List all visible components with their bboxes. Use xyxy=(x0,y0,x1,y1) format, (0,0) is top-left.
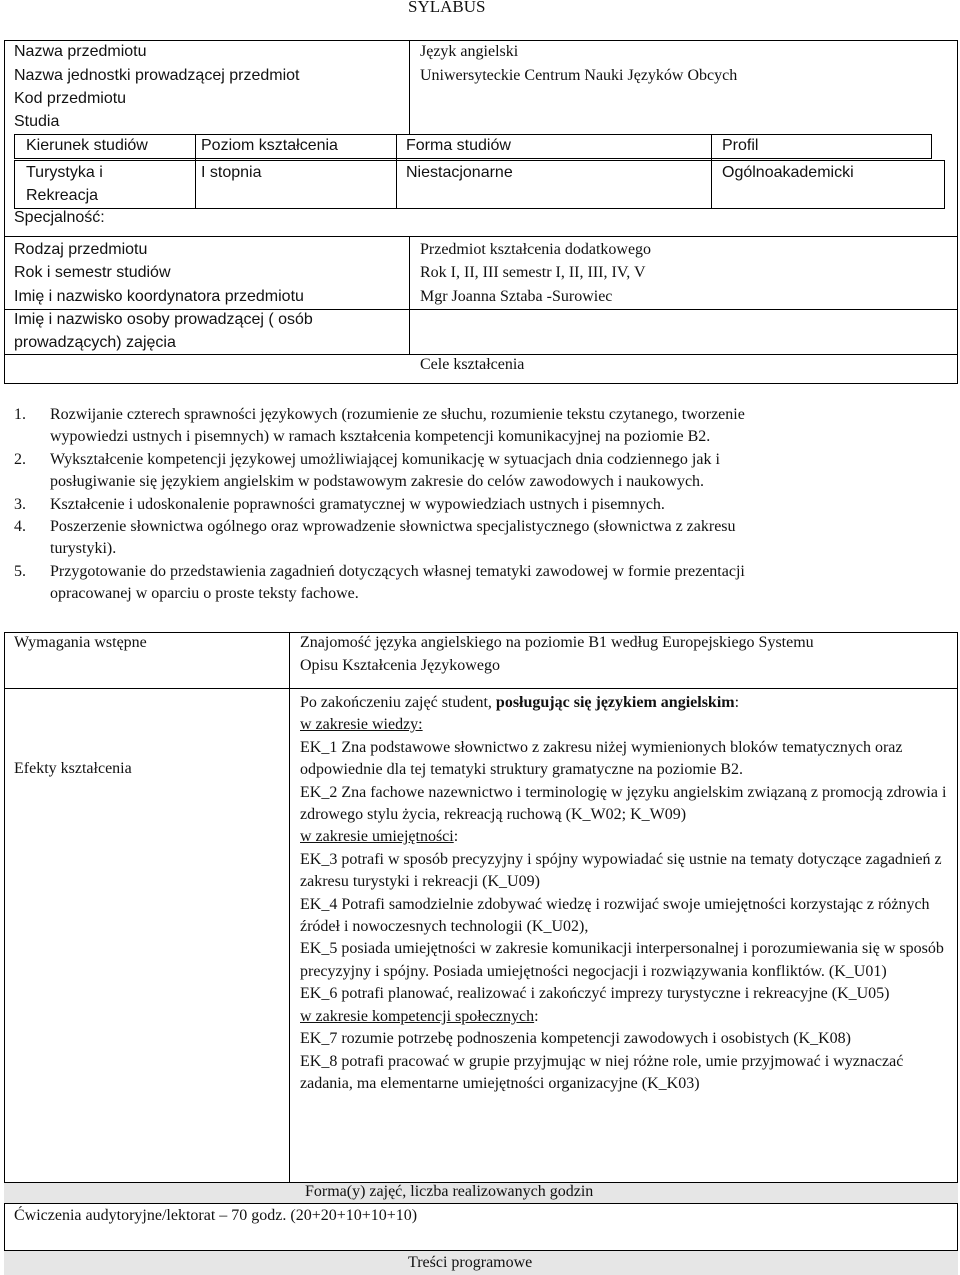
studia-label: Studia xyxy=(14,113,60,130)
rok-semestr-label: Rok i semestr studiów xyxy=(14,264,171,281)
cele-item xyxy=(14,404,914,449)
umiejetnosci-heading xyxy=(300,826,950,848)
ek6: EK_6 potrafi planować, realizować i zakończyć imprezy turystyczne i rekreacyjne (K_U05) xyxy=(300,985,890,1003)
studia-header-poziom: Poziom kształcenia xyxy=(201,137,338,154)
rok-semestr-value: Rok I, II, III semestr I, II, III, IV, V xyxy=(420,264,646,281)
wymagania-value-line1: Znajomość języka angielskiego na poziomie B1 według Europejskiego Systemu xyxy=(300,634,814,651)
kod-przedmiotu-label: Kod przedmiotu xyxy=(14,90,127,107)
cele-item xyxy=(14,516,914,561)
poziom-value: I stopnia xyxy=(201,164,262,181)
ek8: EK_8 potrafi pracować w grupie przyjmując w niej różne role, umie przyjmować i wyznaczać zadania, ma elementarne umiejętności organizacyjne (K_K03) xyxy=(300,1052,904,1092)
forma-zajec-heading: Forma(y) zajęć, liczba realizowanych godzin xyxy=(305,1183,594,1200)
nazwa-przedmiotu-label: Nazwa przedmiotu xyxy=(14,43,147,60)
cele-item-number: 5. xyxy=(14,562,26,580)
kierunek-value-line1: Turystyka i xyxy=(26,164,103,181)
cele-item-line: Poszerzenie słownictwa ogólnego oraz wprowadzenie słownictwa specjalistycznego (słownictwa z zakresu xyxy=(50,518,736,536)
nazwa-przedmiotu-value: Język angielski xyxy=(420,43,519,60)
jednostka-value: Uniwersyteckie Centrum Nauki Języków Obcych xyxy=(420,67,738,84)
cele-heading: Cele kształcenia xyxy=(420,356,525,373)
ek5: EK_5 posiada umiejętności w zakresie komunikacji interpersonalnej i porozumiewania się w sposób precyzyjny i spójny. Posiada umiejętności negocjacji i rozwiązywania konfliktów. (K_U01) xyxy=(300,940,944,980)
profil-value: Ogólnoakademicki xyxy=(722,164,854,181)
cele-item-number: 1. xyxy=(14,406,26,423)
umiejetnosci-heading-colon: : xyxy=(453,828,459,846)
spoleczne-heading-text: w zakresie kompetencji społecznych xyxy=(300,1007,535,1025)
wiedza-heading: w zakresie wiedzy: xyxy=(300,716,423,734)
forma-value: Niestacjonarne xyxy=(406,164,513,181)
rodzaj-przedmiotu-value: Przedmiot kształcenia dodatkowego xyxy=(420,241,652,258)
cele-item xyxy=(14,494,914,516)
cele-item-line: wypowiedzi ustnych i pisemnych) w ramach kształcenia kompetencji komunikacyjnej na poziomie B2. xyxy=(50,428,711,446)
spoleczne-heading xyxy=(300,1006,950,1028)
efekty-label: Efekty kształcenia xyxy=(14,760,132,777)
cele-item-line: Przygotowanie do przedstawienia zagadnień dotyczących własnej tematyki zawodowej w formie prezentacji xyxy=(50,562,745,580)
koordynator-label: Imię i nazwisko koordynatora przedmiotu xyxy=(14,288,304,305)
ek1: EK_1 Zna podstawowe słownictwo z zakresu niżej wymienionych bloków tematycznych oraz odpowiednie dla tej tematyki struktury gramatyczne na poziomie B2. xyxy=(300,738,903,779)
tresci-heading: Treści programowe xyxy=(408,1254,533,1271)
efekty-intro-text: Po zakończeniu zajęć student, xyxy=(300,694,496,711)
cele-item-line: Kształcenie i udoskonalenie poprawności gramatycznej w wypowiedziach ustnych i pisemnych. xyxy=(50,495,665,513)
cele-item-line: opracowanej w oparciu o proste teksty fachowe. xyxy=(50,585,359,603)
forma-zajec-value: Ćwiczenia audytoryjne/lektorat – 70 godz. (20+20+10+10+10) xyxy=(14,1207,418,1224)
studia-header-profil: Profil xyxy=(722,137,759,154)
ek7: EK_7 rozumie potrzebę podnoszenia kompetencji zawodowych i osobistych (K_K08) xyxy=(300,1030,851,1048)
specjalnosc-label: Specjalność: xyxy=(14,209,105,226)
efekty-intro-bold: posługując się językiem angielskim xyxy=(495,694,735,711)
efekty-content xyxy=(300,692,950,1095)
lower-divider-vertical xyxy=(289,632,290,1182)
specjalnosc-bottom-rule xyxy=(4,236,958,237)
cele-item xyxy=(14,561,914,606)
wymagania-bottom-rule xyxy=(4,688,958,689)
prowadzacy-label-line1: Imię i nazwisko osoby prowadzącej ( osób xyxy=(14,311,313,328)
cele-item xyxy=(14,449,914,494)
cele-item-line: Wykształcenie kompetencji językowej umożliwiającej komunikację w sytuacjach dnia codziennego jak i xyxy=(50,450,720,468)
cele-item-number: 2. xyxy=(14,450,26,468)
cele-item-number: 3. xyxy=(14,495,26,513)
cele-item-line: Rozwijanie czterech sprawności językowych (rozumienie ze słuchu, rozumienie tekstu czytanego, tworzenie xyxy=(50,406,745,423)
jednostka-label: Nazwa jednostki prowadzącej przedmiot xyxy=(14,67,300,84)
efekty-intro xyxy=(300,692,950,714)
cele-item-number: 4. xyxy=(14,518,26,536)
cele-list xyxy=(14,404,914,606)
ek2: EK_2 Zna fachowe nazewnictwo i terminologię w języku angielskim związaną z promocją zdrowia i zdrowego stylu życia, rekreacją ruchową (K_W02; K_W09) xyxy=(300,783,947,824)
ek3: EK_3 potrafi w sposób precyzyjny i spójny wypowiadać się ustnie na tematy dotyczące zagadnień z zakresu turystyki i rekreacji (K_U09) xyxy=(300,850,942,891)
details-divider-vertical xyxy=(409,236,410,354)
studia-header-forma: Forma studiów xyxy=(406,137,511,154)
document-title: SYLABUS xyxy=(408,0,486,16)
spoleczne-heading-colon: : xyxy=(534,1007,539,1025)
koordynator-value: Mgr Joanna Sztaba -Surowiec xyxy=(420,288,613,305)
rodzaj-przedmiotu-label: Rodzaj przedmiotu xyxy=(14,241,148,258)
cele-item-line: turystyki). xyxy=(50,540,117,558)
wymagania-value-line2: Opisu Kształcenia Językowego xyxy=(300,657,500,674)
studia-header-kierunek: Kierunek studiów xyxy=(26,137,148,154)
kierunek-value-line2: Rekreacja xyxy=(26,187,99,204)
cele-item-line: posługiwanie się językiem angielskim w podstawowym zakresie do celów zawodowych i naukowych. xyxy=(50,473,705,491)
prowadzacy-label-line2: prowadzących) zajęcia xyxy=(14,334,176,351)
efekty-intro-tail: : xyxy=(734,694,740,711)
info-divider-vertical xyxy=(409,40,410,135)
umiejetnosci-heading-text: w zakresie umiejętności xyxy=(300,828,454,846)
ek4: EK_4 Potrafi samodzielnie zdobywać wiedzę i rozwijać swoje umiejętności korzystając z różnych źródeł i nowoczesnych technologii (K_U02), xyxy=(300,895,930,936)
wymagania-label: Wymagania wstępne xyxy=(14,634,147,651)
